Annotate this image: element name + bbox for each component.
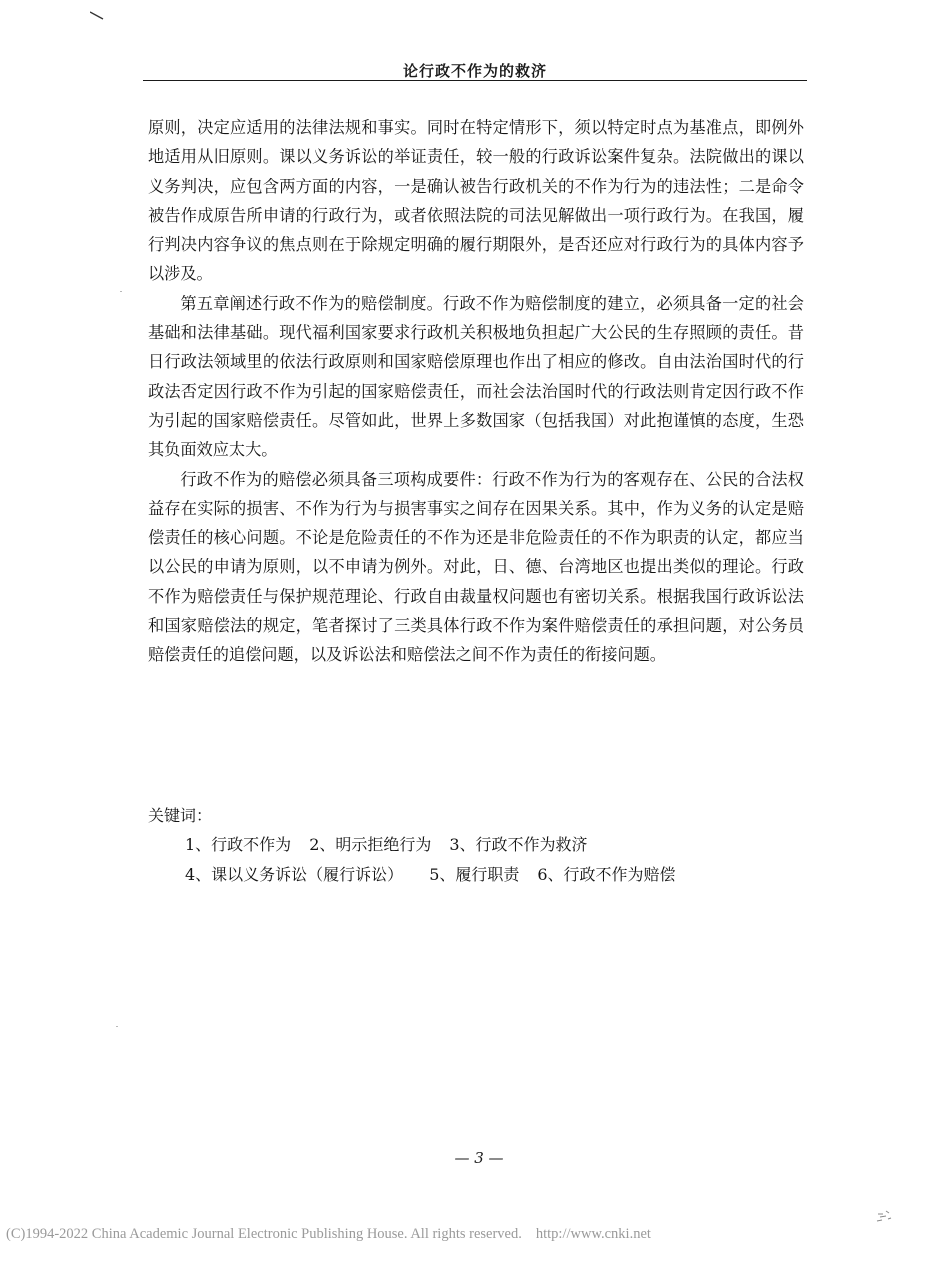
keyword-item: 2、明示拒绝行为	[309, 835, 432, 854]
paragraph-chapter-five: 第五章阐述行政不作为的赔偿制度。行政不作为赔偿制度的建立，必须具备一定的社会基础和法律基础。现代福利国家要求行政机关积极地负担起广大公民的生存照顾的责任。昔日行政法领域里的依法行政原则和国家赔偿原理也作出了相应的修改。自由法治国时代的行政法否定因行政不作为引起的国家赔偿责任，而社会法治国时代的行政法则肯定因行政不作为引起的国家赔偿责任。尽管如此，世界上多数国家（包括我国）对此抱谨慎的态度，生恐其负面效应太大。	[148, 293, 804, 460]
keyword-item: 5、履行职责	[429, 865, 520, 884]
keyword-item: 3、行政不作为救济	[449, 835, 588, 854]
running-header: 论行政不作为的救济	[402, 62, 547, 80]
keyword-row	[148, 860, 804, 890]
document-body	[148, 113, 804, 670]
keyword-item: 4、课以义务诉讼（履行诉讼）	[185, 865, 404, 884]
paragraph-continued: 原则，决定应适用的法律法规和事实。同时在特定情形下，须以特定时点为基准点，即例外地适用从旧原则。课以义务诉讼的举证责任，较一般的行政诉讼案件复杂。法院做出的课以义务判决，应包含两方面的内容，一是确认被告行政机关的不作为行为的违法性；二是命令被告作成原告所申请的行政行为，或者依照法院的司法见解做出一项行政行为。在我国，履行判决内容争议的焦点则在于除规定明确的履行期限外，是否还应对行政行为的具体内容予以涉及。	[148, 118, 804, 284]
keyword-item: 1、行政不作为	[185, 835, 292, 854]
copyright-watermark	[6, 1226, 906, 1243]
keywords-heading: 关键词：	[148, 806, 213, 825]
keyword-row	[148, 830, 804, 860]
header-rule	[143, 80, 807, 81]
copyright-text: (C)1994-2022 China Academic Journal Electronic Publishing House. All rights reserved.	[6, 1226, 522, 1242]
scan-speck	[116, 1026, 118, 1027]
scan-artifact-icon	[874, 1207, 896, 1227]
paragraph-compensation-elements: 行政不作为的赔偿必须具备三项构成要件：行政不作为行为的客观存在、公民的合法权益存在实际的损害、不作为行为与损害事实之间存在因果关系。其中，作为义务的认定是赔偿责任的核心问题。不论是危险责任的不作为还是非危险责任的不作为职责的认定，都应当以公民的申请为原则，以不申请为例外。对此，日、德、台湾地区也提出类似的理论。行政不作为赔偿责任与保护规范理论、行政自由裁量权问题也有密切关系。根据我国行政诉讼法和国家赔偿法的规定，笔者探讨了三类具体行政不作为案件赔偿责任的承担问题，对公务员赔偿责任的追偿问题，以及诉讼法和赔偿法之间不作为责任的衔接问题。	[148, 469, 804, 665]
cnki-url: http://www.cnki.net	[535, 1226, 651, 1242]
keyword-item: 6、行政不作为赔偿	[537, 865, 676, 884]
scan-mark-icon	[90, 10, 104, 24]
page-number: — 3 —	[454, 1149, 504, 1167]
scan-speck	[120, 291, 122, 292]
keywords-section	[148, 802, 804, 890]
